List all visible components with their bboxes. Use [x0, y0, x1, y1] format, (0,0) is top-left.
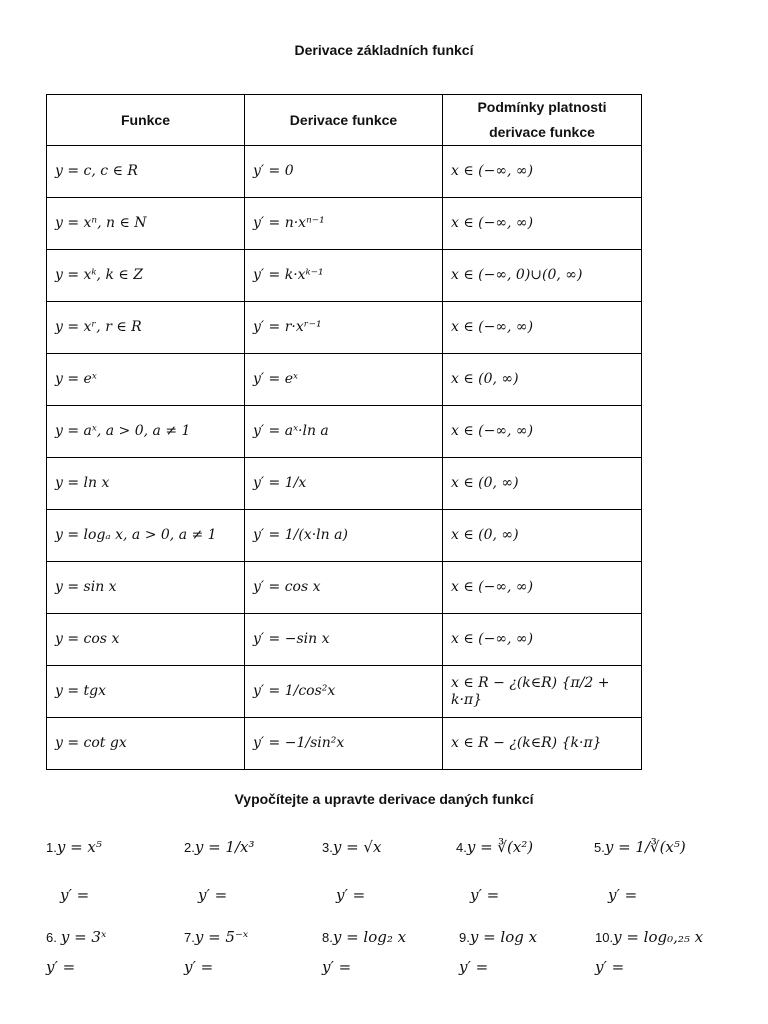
cell-function: y = xᵏ, k ∈ Z [47, 250, 245, 302]
table-row [47, 562, 642, 614]
exercises-heading: Vypočítejte a upravte derivace daných funkcí [234, 791, 534, 807]
cell-function: y = xⁿ, n ∈ N [47, 198, 245, 250]
derivative-prompt: y′ = [608, 886, 638, 904]
header-conditions [443, 95, 642, 146]
cell-condition: x ∈ (−∞, ∞) [443, 406, 642, 458]
exercise-function: y = log x [469, 928, 538, 946]
table-row [47, 458, 642, 510]
cell-function: y = c, c ∈ R [47, 146, 245, 198]
cell-derivative: y′ = −sin x [245, 614, 443, 666]
exercise-number: 2. [184, 840, 195, 855]
cell-function: y = ln x [47, 458, 245, 510]
exercise-number: 9. [459, 930, 470, 945]
table-row [47, 718, 642, 770]
cell-function: y = aˣ, a > 0, a ≠ 1 [47, 406, 245, 458]
cell-derivative: y′ = aˣ·ln a [245, 406, 443, 458]
cell-derivative: y′ = 1/x [245, 458, 443, 510]
cell-function: y = cot gx [47, 718, 245, 770]
exercise-number: 1. [46, 840, 57, 855]
table-row [47, 198, 642, 250]
cell-condition: x ∈ (−∞, ∞) [443, 614, 642, 666]
cell-derivative: y′ = eˣ [245, 354, 443, 406]
table-row [47, 406, 642, 458]
cell-derivative: y′ = k·xᵏ⁻¹ [245, 250, 443, 302]
table-row [47, 510, 642, 562]
table-row [47, 354, 642, 406]
cell-derivative: y′ = n·xⁿ⁻¹ [245, 198, 443, 250]
exercise-item [184, 928, 324, 998]
exercise-function: y = ∛(x²) [466, 838, 534, 856]
derivative-prompt: y′ = [184, 958, 214, 976]
cell-condition: x ∈ (−∞, ∞) [443, 302, 642, 354]
derivative-prompt: y′ = [46, 958, 76, 976]
exercise-item [594, 838, 744, 908]
cell-derivative: y′ = 1/(x·ln a) [245, 510, 443, 562]
cell-function: y = sin x [47, 562, 245, 614]
table-header-row [47, 95, 642, 146]
exercise-item [456, 838, 596, 908]
derivative-prompt: y′ = [198, 886, 228, 904]
exercise-item [322, 838, 462, 908]
cell-function: y = xʳ, r ∈ R [47, 302, 245, 354]
exercise-number: 3. [322, 840, 333, 855]
table-row [47, 302, 642, 354]
cell-condition: x ∈ (−∞, ∞) [443, 146, 642, 198]
exercise-number: 6. [46, 930, 57, 945]
cell-derivative: y′ = cos x [245, 562, 443, 614]
exercise-item [46, 928, 186, 998]
exercise-number: 8. [322, 930, 333, 945]
exercise-item [184, 838, 324, 908]
cell-function: y = tgx [47, 666, 245, 718]
derivatives-table [46, 94, 642, 770]
exercise-number: 10. [595, 930, 614, 945]
page-title: Derivace základních funkcí [294, 42, 474, 58]
header-conditions-line1: Podmínky platnosti [477, 99, 607, 115]
exercise-item [46, 838, 186, 908]
table-row [47, 614, 642, 666]
exercise-function: y = x⁵ [56, 838, 102, 856]
cell-condition: x ∈ (−∞, 0)∪(0, ∞) [443, 250, 642, 302]
cell-condition: x ∈ (−∞, ∞) [443, 198, 642, 250]
cell-function: y = eˣ [47, 354, 245, 406]
exercise-item [595, 928, 745, 998]
table-row [47, 666, 642, 718]
table-row [47, 250, 642, 302]
derivative-prompt: y′ = [322, 958, 352, 976]
exercise-number: 7. [184, 930, 195, 945]
exercise-function: y = 1/x³ [194, 838, 255, 856]
cell-derivative: y′ = 1/cos²x [245, 666, 443, 718]
header-function: Funkce [47, 95, 245, 146]
cell-function: y = cos x [47, 614, 245, 666]
derivative-prompt: y′ = [595, 958, 625, 976]
exercise-function: y = log₂ x [332, 928, 407, 946]
cell-condition: x ∈ (0, ∞) [443, 354, 642, 406]
cell-condition: x ∈ (0, ∞) [443, 458, 642, 510]
cell-condition: x ∈ (0, ∞) [443, 510, 642, 562]
exercise-function: y = 1/∛(x⁵) [604, 838, 686, 856]
exercise-function: y = 3ˣ [60, 928, 107, 946]
derivative-prompt: y′ = [459, 958, 489, 976]
cell-condition: x ∈ R − ¿(k∈R) {π/2 + k·π} [443, 666, 642, 718]
cell-derivative: y′ = −1/sin²x [245, 718, 443, 770]
header-conditions-line2: derivace funkce [489, 124, 595, 140]
derivative-prompt: y′ = [470, 886, 500, 904]
exercise-function: y = 5⁻ˣ [194, 928, 249, 946]
cell-condition: x ∈ (−∞, ∞) [443, 562, 642, 614]
exercise-function: y = log₀,₂₅ x [613, 928, 704, 946]
derivative-prompt: y′ = [336, 886, 366, 904]
exercise-item [459, 928, 599, 998]
cell-derivative: y′ = r·xʳ⁻¹ [245, 302, 443, 354]
exercise-item [322, 928, 462, 998]
table-row [47, 146, 642, 198]
cell-condition: x ∈ R − ¿(k∈R) {k·π} [443, 718, 642, 770]
exercise-number: 4. [456, 840, 467, 855]
derivative-prompt: y′ = [60, 886, 90, 904]
cell-derivative: y′ = 0 [245, 146, 443, 198]
exercise-number: 5. [594, 840, 605, 855]
exercise-function: y = √x [332, 838, 382, 856]
cell-function: y = logₐ x, a > 0, a ≠ 1 [47, 510, 245, 562]
header-derivative: Derivace funkce [245, 95, 443, 146]
